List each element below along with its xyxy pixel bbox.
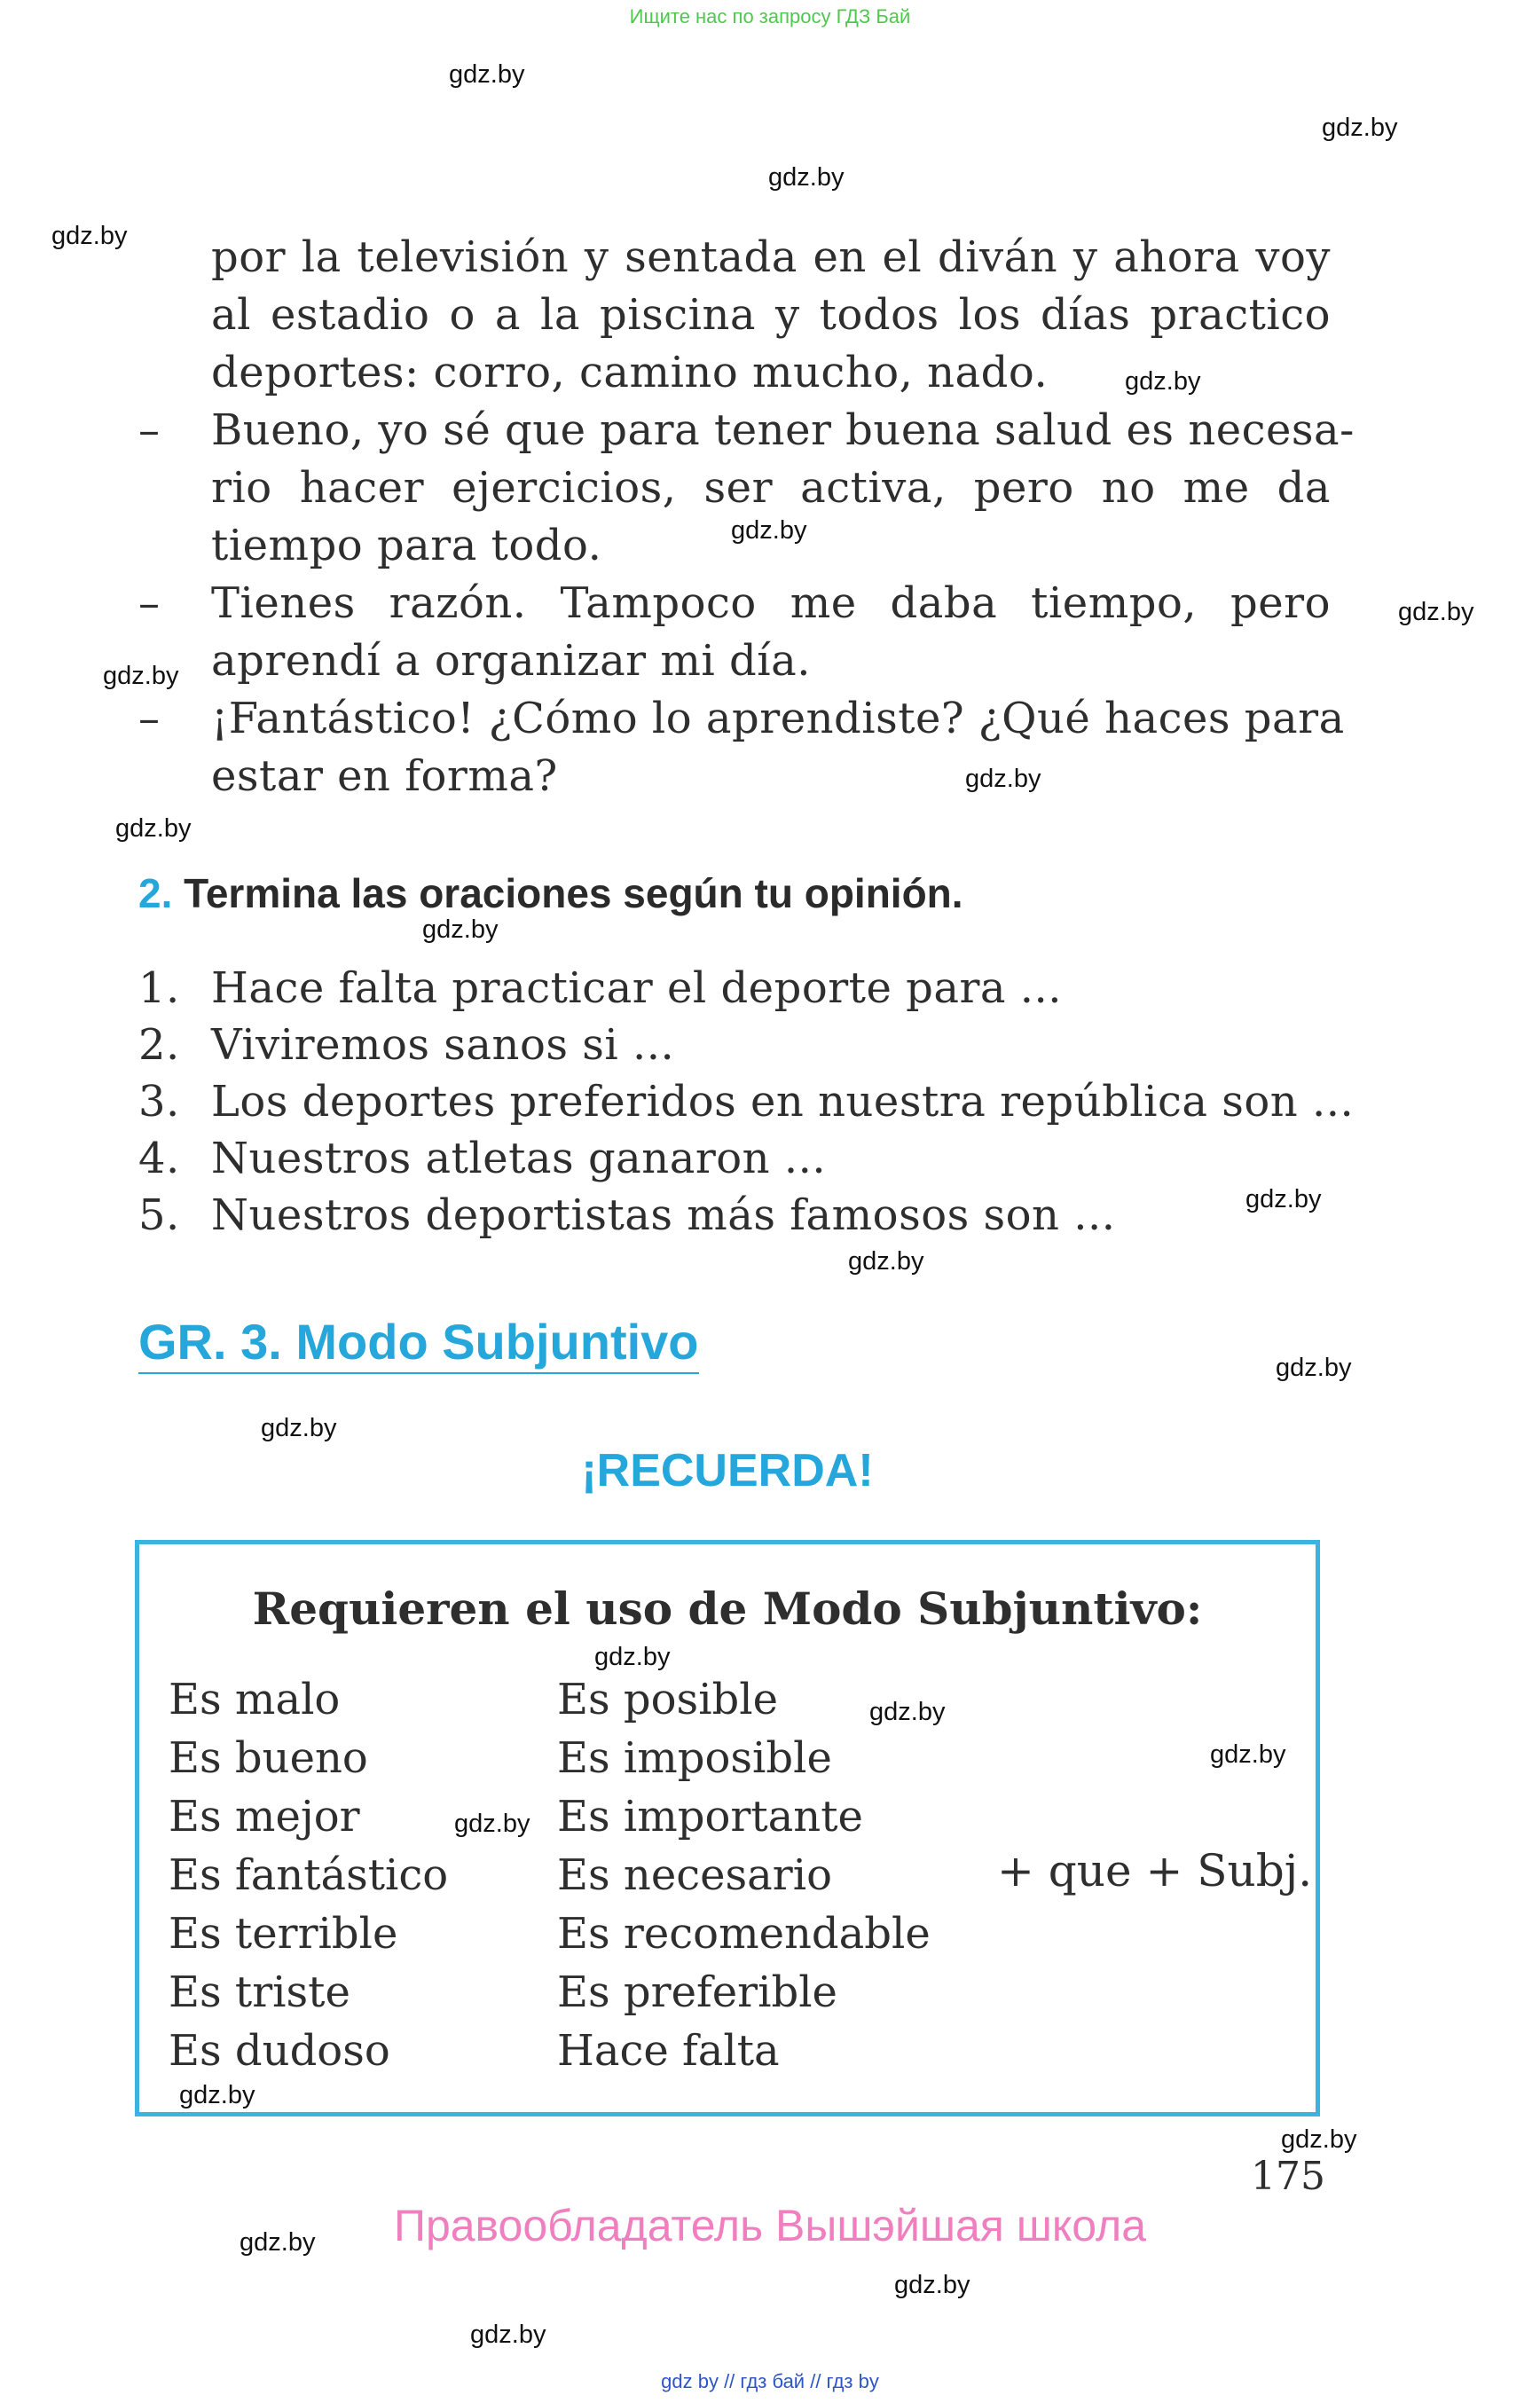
watermark-text: gdz.by: [1276, 1354, 1352, 1382]
subjunctive-formula: + que + Subj.: [997, 1845, 1313, 1896]
list-item: [138, 1134, 826, 1183]
list-item-text: Nuestros deportistas más famosos son ...: [211, 1190, 1116, 1240]
expression-item: Hace falta: [557, 2026, 780, 2076]
copyright-notice: Правообладатель Вышэйшая школа: [394, 2201, 1146, 2250]
expression-item: Es terrible: [169, 1909, 398, 1959]
watermark-text: gdz.by: [422, 915, 499, 944]
list-item-number: 2.: [138, 1020, 180, 1070]
list-item-text: Los deportes preferidos en nuestra república son ...: [211, 1077, 1355, 1127]
exercise-title: [138, 869, 963, 917]
list-item-text: Viviremos sanos si ...: [211, 1020, 675, 1070]
expression-item: Es dudoso: [169, 2026, 390, 2076]
list-item-text: Nuestros atletas ganaron ...: [211, 1134, 827, 1183]
dialogue-line: estar en forma?: [211, 751, 558, 801]
expression-item: Es malo: [169, 1675, 341, 1724]
watermark-text: gdz.by: [179, 2081, 255, 2109]
watermark-text: gdz.by: [470, 2321, 546, 2349]
list-item-number: 4.: [138, 1134, 180, 1183]
footer-links[interactable]: gdz by // гдз бай // гдз by: [661, 2370, 879, 2392]
expression-item: Es fantástico: [169, 1850, 449, 1900]
watermark-text: gdz.by: [454, 1810, 530, 1838]
dialogue-line: deportes: corro, camino mucho, nado.: [211, 348, 1049, 397]
expression-item: Es bueno: [169, 1733, 368, 1783]
watermark-text: gdz.by: [594, 1643, 671, 1671]
expression-item: Es importante: [557, 1792, 863, 1842]
watermark-text: gdz.by: [731, 516, 807, 545]
watermark-text: gdz.by: [894, 2271, 970, 2299]
watermark-text: gdz.by: [449, 60, 525, 89]
top-banner[interactable]: Ищите нас по запросу ГДЗ Бай: [629, 5, 911, 27]
dialogue-line: aprendí a organizar mi día.: [211, 636, 811, 686]
exercise-instruction: Termina las oraciones según tu opinión.: [184, 870, 963, 916]
watermark-text: gdz.by: [1245, 1185, 1322, 1213]
watermark-text: gdz.by: [768, 163, 845, 192]
dialogue-dash: –: [138, 578, 160, 628]
dialogue-line: Tienes razón. Tampoco me daba tiempo, pero: [211, 578, 1331, 628]
expression-item: Es triste: [169, 1967, 350, 2017]
page-number: 175: [1251, 2154, 1325, 2199]
watermark-text: gdz.by: [115, 814, 192, 843]
dialogue-dash: –: [138, 694, 160, 743]
watermark-text: gdz.by: [261, 1414, 337, 1442]
list-item: [138, 1190, 1115, 1240]
expression-item: Es posible: [557, 1675, 779, 1724]
list-item-number: 3.: [138, 1077, 180, 1127]
list-item: [138, 963, 1062, 1013]
list-item-number: 5.: [138, 1190, 180, 1240]
dialogue-line: al estadio o a la piscina y todos los días practico: [211, 290, 1331, 340]
watermark-text: gdz.by: [103, 662, 179, 690]
list-item: [138, 1020, 674, 1070]
watermark-text: gdz.by: [51, 222, 128, 250]
watermark-text: gdz.by: [848, 1247, 924, 1276]
expression-item: Es preferible: [557, 1967, 837, 2017]
dialogue-line: Bueno, yo sé que para tener buena salud es necesa-: [211, 405, 1355, 455]
expression-item: Es recomendable: [557, 1909, 931, 1959]
dialogue-line: por la televisión y sentada en el diván y ahora voy: [211, 232, 1331, 282]
watermark-text: gdz.by: [1125, 367, 1201, 396]
dialogue-dash: –: [138, 405, 160, 455]
watermark-text: gdz.by: [965, 765, 1041, 793]
dialogue-line: tiempo para todo.: [211, 521, 602, 570]
watermark-text: gdz.by: [869, 1698, 946, 1726]
expression-item: Es imposible: [557, 1733, 832, 1783]
recuerda-heading: ¡RECUERDA!: [581, 1445, 874, 1496]
grammar-section-title: GR. 3. Modo Subjuntivo: [138, 1313, 699, 1374]
list-item-text: Hace falta practicar el deporte para ...: [211, 963, 1063, 1013]
rule-box-heading: Requieren el uso de Modo Subjuntivo:: [252, 1582, 1203, 1635]
exercise-number: 2.: [138, 870, 173, 916]
dialogue-line: ¡Fantástico! ¿Cómo lo aprendiste? ¿Qué haces para: [211, 694, 1345, 743]
dialogue-line: rio hacer ejercicios, ser activa, pero no me da: [211, 463, 1331, 513]
watermark-text: gdz.by: [1398, 598, 1474, 626]
expression-item: Es necesario: [557, 1850, 832, 1900]
watermark-text: gdz.by: [240, 2228, 316, 2257]
watermark-text: gdz.by: [1210, 1740, 1286, 1769]
watermark-text: gdz.by: [1281, 2125, 1357, 2154]
watermark-text: gdz.by: [1322, 114, 1398, 142]
list-item-number: 1.: [138, 963, 180, 1013]
expression-item: Es mejor: [169, 1792, 360, 1842]
list-item: [138, 1077, 1354, 1127]
